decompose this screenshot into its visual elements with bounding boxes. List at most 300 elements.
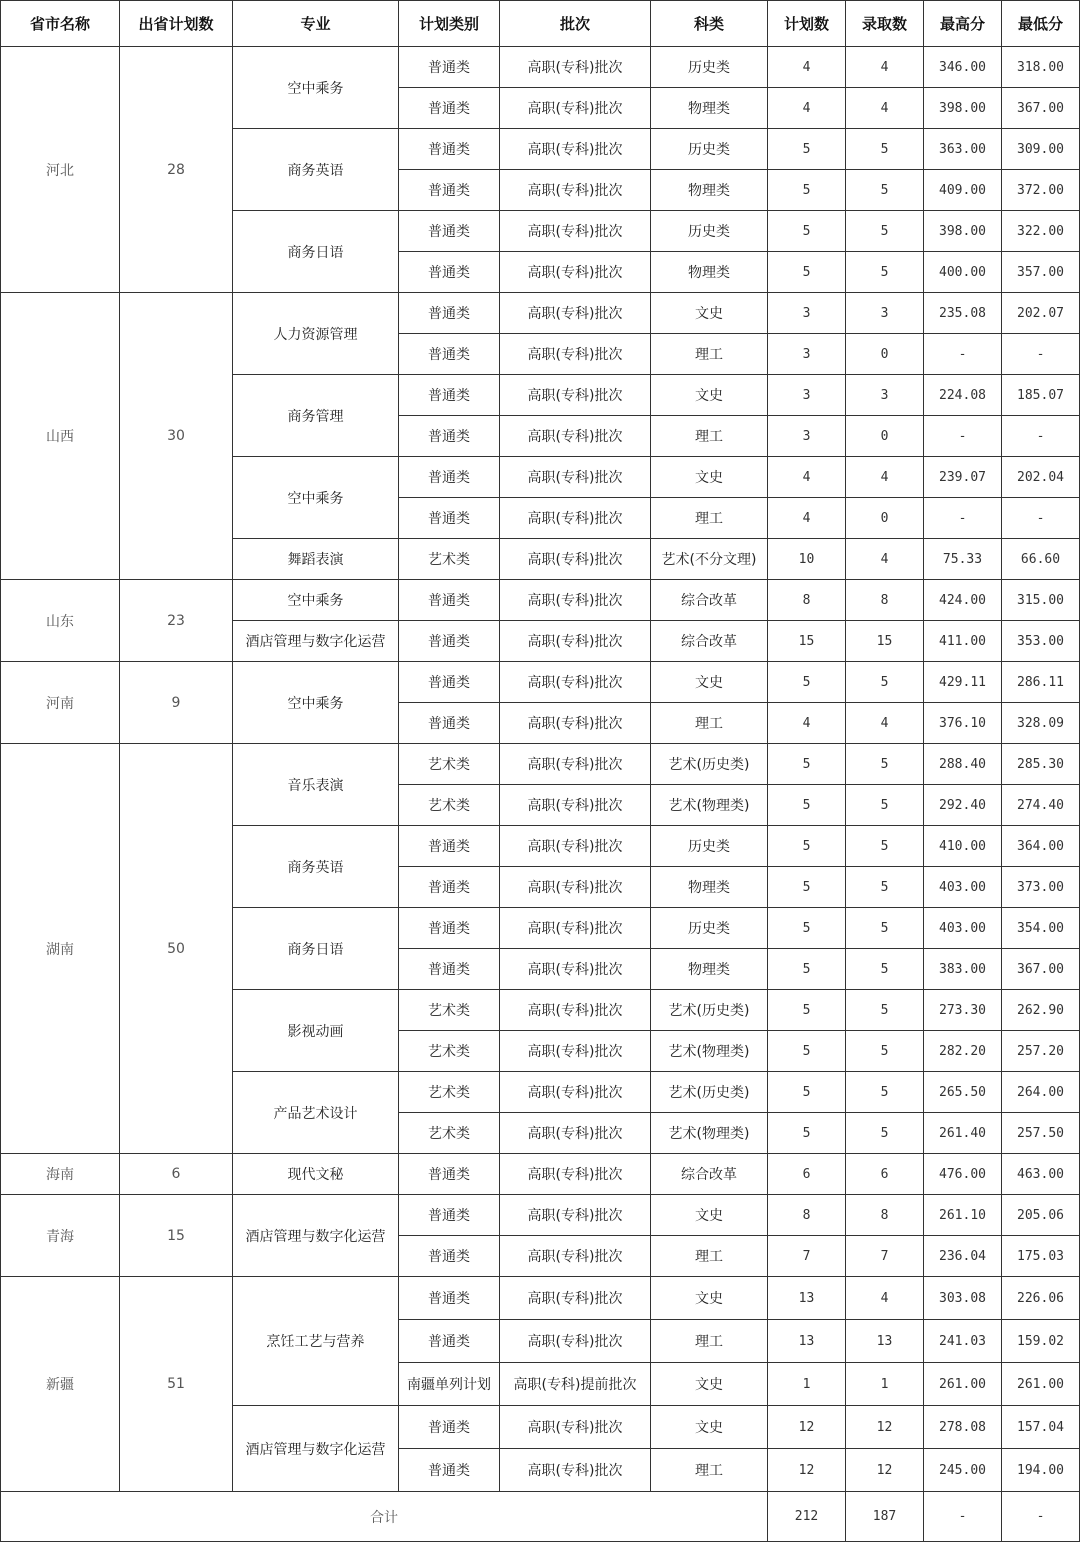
admitted-count-cell: 5 xyxy=(846,744,924,785)
max-score-cell: 411.00 xyxy=(924,621,1002,662)
plan-type-cell: 普通类 xyxy=(399,949,500,990)
major-cell: 空中乘务 xyxy=(233,662,399,744)
subject-cell: 艺术(不分文理) xyxy=(651,539,768,580)
admitted-count-cell: 5 xyxy=(846,908,924,949)
province-cell: 山西 xyxy=(1,293,120,580)
plan-count-cell: 5 xyxy=(768,1031,846,1072)
plan-count-cell: 7 xyxy=(768,1236,846,1277)
max-score-cell: 476.00 xyxy=(924,1154,1002,1195)
plan-type-cell: 普通类 xyxy=(399,826,500,867)
batch-cell: 高职(专科)批次 xyxy=(500,88,651,129)
major-cell: 商务英语 xyxy=(233,129,399,211)
header-major: 专业 xyxy=(233,1,399,47)
plan-count-cell: 15 xyxy=(768,621,846,662)
subject-cell: 理工 xyxy=(651,703,768,744)
subject-cell: 历史类 xyxy=(651,129,768,170)
plan-count-cell: 5 xyxy=(768,908,846,949)
plan-type-cell: 普通类 xyxy=(399,211,500,252)
min-score-cell: 157.04 xyxy=(1002,1406,1080,1449)
min-score-cell: 285.30 xyxy=(1002,744,1080,785)
subject-cell: 理工 xyxy=(651,498,768,539)
header-max-score: 最高分 xyxy=(924,1,1002,47)
batch-cell: 高职(专科)批次 xyxy=(500,539,651,580)
total-label: 合计 xyxy=(1,1492,768,1542)
batch-cell: 高职(专科)批次 xyxy=(500,703,651,744)
max-score-cell: 403.00 xyxy=(924,908,1002,949)
min-score-cell: 175.03 xyxy=(1002,1236,1080,1277)
major-cell: 产品艺术设计 xyxy=(233,1072,399,1154)
batch-cell: 高职(专科)批次 xyxy=(500,1236,651,1277)
subject-cell: 历史类 xyxy=(651,826,768,867)
subject-cell: 历史类 xyxy=(651,211,768,252)
batch-cell: 高职(专科)批次 xyxy=(500,1406,651,1449)
plan-count-cell: 5 xyxy=(768,785,846,826)
major-cell: 现代文秘 xyxy=(233,1154,399,1195)
province-cell: 青海 xyxy=(1,1195,120,1277)
subject-cell: 艺术(物理类) xyxy=(651,1113,768,1154)
header-min-score: 最低分 xyxy=(1002,1,1080,47)
subject-cell: 艺术(历史类) xyxy=(651,744,768,785)
subject-cell: 历史类 xyxy=(651,47,768,88)
plan-count-cell: 12 xyxy=(768,1406,846,1449)
province-cell: 河北 xyxy=(1,47,120,293)
subject-cell: 文史 xyxy=(651,375,768,416)
min-score-cell: 66.60 xyxy=(1002,539,1080,580)
plan-type-cell: 普通类 xyxy=(399,129,500,170)
header-province-plan: 出省计划数 xyxy=(120,1,233,47)
admitted-count-cell: 5 xyxy=(846,211,924,252)
batch-cell: 高职(专科)批次 xyxy=(500,1195,651,1236)
plan-count-cell: 5 xyxy=(768,867,846,908)
major-cell: 影视动画 xyxy=(233,990,399,1072)
batch-cell: 高职(专科)批次 xyxy=(500,990,651,1031)
max-score-cell: 245.00 xyxy=(924,1449,1002,1492)
batch-cell: 高职(专科)批次 xyxy=(500,1154,651,1195)
batch-cell: 高职(专科)批次 xyxy=(500,826,651,867)
plan-type-cell: 普通类 xyxy=(399,375,500,416)
min-score-cell: 463.00 xyxy=(1002,1154,1080,1195)
subject-cell: 艺术(历史类) xyxy=(651,1072,768,1113)
admitted-count-cell: 5 xyxy=(846,867,924,908)
min-score-cell: - xyxy=(1002,416,1080,457)
min-score-cell: 318.00 xyxy=(1002,47,1080,88)
subject-cell: 物理类 xyxy=(651,867,768,908)
batch-cell: 高职(专科)批次 xyxy=(500,498,651,539)
batch-cell: 高职(专科)批次 xyxy=(500,211,651,252)
table-row xyxy=(1,47,1080,88)
max-score-cell: 383.00 xyxy=(924,949,1002,990)
plan-type-cell: 普通类 xyxy=(399,867,500,908)
subject-cell: 文史 xyxy=(651,457,768,498)
plan-count-cell: 5 xyxy=(768,662,846,703)
max-score-cell: 403.00 xyxy=(924,867,1002,908)
batch-cell: 高职(专科)批次 xyxy=(500,949,651,990)
subject-cell: 理工 xyxy=(651,334,768,375)
batch-cell: 高职(专科)批次 xyxy=(500,416,651,457)
major-cell: 空中乘务 xyxy=(233,457,399,539)
plan-type-cell: 普通类 xyxy=(399,1277,500,1320)
plan-type-cell: 艺术类 xyxy=(399,990,500,1031)
plan-count-cell: 12 xyxy=(768,1449,846,1492)
table-row xyxy=(1,662,1080,703)
plan-type-cell: 普通类 xyxy=(399,1154,500,1195)
batch-cell: 高职(专科)批次 xyxy=(500,1031,651,1072)
admitted-count-cell: 5 xyxy=(846,949,924,990)
batch-cell: 高职(专科)批次 xyxy=(500,744,651,785)
max-score-cell: 303.08 xyxy=(924,1277,1002,1320)
subject-cell: 物理类 xyxy=(651,252,768,293)
min-score-cell: 159.02 xyxy=(1002,1320,1080,1363)
plan-count-cell: 5 xyxy=(768,211,846,252)
admitted-count-cell: 12 xyxy=(846,1406,924,1449)
plan-type-cell: 普通类 xyxy=(399,88,500,129)
plan-type-cell: 艺术类 xyxy=(399,1113,500,1154)
table-row xyxy=(1,293,1080,334)
admitted-count-cell: 5 xyxy=(846,1113,924,1154)
admitted-count-cell: 5 xyxy=(846,826,924,867)
batch-cell: 高职(专科)批次 xyxy=(500,293,651,334)
major-cell: 空中乘务 xyxy=(233,580,399,621)
max-score-cell: 398.00 xyxy=(924,211,1002,252)
admitted-count-cell: 4 xyxy=(846,47,924,88)
subject-cell: 物理类 xyxy=(651,170,768,211)
plan-type-cell: 普通类 xyxy=(399,662,500,703)
subject-cell: 综合改革 xyxy=(651,1154,768,1195)
plan-count-cell: 5 xyxy=(768,990,846,1031)
admitted-count-cell: 3 xyxy=(846,375,924,416)
min-score-cell: 274.40 xyxy=(1002,785,1080,826)
min-score-cell: 353.00 xyxy=(1002,621,1080,662)
plan-type-cell: 普通类 xyxy=(399,1236,500,1277)
min-score-cell: 202.04 xyxy=(1002,457,1080,498)
subject-cell: 文史 xyxy=(651,662,768,703)
subject-cell: 理工 xyxy=(651,1320,768,1363)
plan-count-cell: 1 xyxy=(768,1363,846,1406)
batch-cell: 高职(专科)批次 xyxy=(500,1277,651,1320)
min-score-cell: 194.00 xyxy=(1002,1449,1080,1492)
plan-type-cell: 普通类 xyxy=(399,293,500,334)
max-score-cell: 241.03 xyxy=(924,1320,1002,1363)
admitted-count-cell: 4 xyxy=(846,703,924,744)
province-plan-cell: 6 xyxy=(120,1154,233,1195)
min-score-cell: 373.00 xyxy=(1002,867,1080,908)
admitted-count-cell: 13 xyxy=(846,1320,924,1363)
min-score-cell: 367.00 xyxy=(1002,949,1080,990)
batch-cell: 高职(专科)批次 xyxy=(500,170,651,211)
max-score-cell: 278.08 xyxy=(924,1406,1002,1449)
plan-count-cell: 13 xyxy=(768,1320,846,1363)
max-score-cell: 292.40 xyxy=(924,785,1002,826)
province-cell: 海南 xyxy=(1,1154,120,1195)
admitted-count-cell: 4 xyxy=(846,1277,924,1320)
min-score-cell: 261.00 xyxy=(1002,1363,1080,1406)
admitted-count-cell: 3 xyxy=(846,293,924,334)
min-score-cell: 185.07 xyxy=(1002,375,1080,416)
plan-count-cell: 3 xyxy=(768,293,846,334)
min-score-cell: 322.00 xyxy=(1002,211,1080,252)
plan-count-cell: 5 xyxy=(768,949,846,990)
admitted-count-cell: 0 xyxy=(846,334,924,375)
plan-type-cell: 普通类 xyxy=(399,498,500,539)
max-score-cell: 424.00 xyxy=(924,580,1002,621)
batch-cell: 高职(专科)批次 xyxy=(500,1320,651,1363)
major-cell: 烹饪工艺与营养 xyxy=(233,1277,399,1406)
plan-type-cell: 艺术类 xyxy=(399,1072,500,1113)
plan-type-cell: 艺术类 xyxy=(399,744,500,785)
max-score-cell: 409.00 xyxy=(924,170,1002,211)
table-body xyxy=(1,47,1080,1492)
plan-count-cell: 5 xyxy=(768,1113,846,1154)
subject-cell: 理工 xyxy=(651,416,768,457)
subject-cell: 综合改革 xyxy=(651,621,768,662)
admitted-count-cell: 15 xyxy=(846,621,924,662)
plan-count-cell: 10 xyxy=(768,539,846,580)
min-score-cell: 262.90 xyxy=(1002,990,1080,1031)
plan-type-cell: 普通类 xyxy=(399,334,500,375)
province-plan-cell: 28 xyxy=(120,47,233,293)
plan-count-cell: 5 xyxy=(768,129,846,170)
province-plan-cell: 50 xyxy=(120,744,233,1154)
plan-count-cell: 4 xyxy=(768,88,846,129)
max-score-cell: 261.00 xyxy=(924,1363,1002,1406)
max-score-cell: 400.00 xyxy=(924,252,1002,293)
plan-count-cell: 8 xyxy=(768,580,846,621)
batch-cell: 高职(专科)批次 xyxy=(500,867,651,908)
plan-type-cell: 艺术类 xyxy=(399,539,500,580)
plan-type-cell: 普通类 xyxy=(399,170,500,211)
min-score-cell: 226.06 xyxy=(1002,1277,1080,1320)
plan-type-cell: 普通类 xyxy=(399,1406,500,1449)
table-row xyxy=(1,1154,1080,1195)
major-cell: 商务管理 xyxy=(233,375,399,457)
province-plan-cell: 9 xyxy=(120,662,233,744)
min-score-cell: 357.00 xyxy=(1002,252,1080,293)
plan-type-cell: 普通类 xyxy=(399,1195,500,1236)
subject-cell: 文史 xyxy=(651,1195,768,1236)
admitted-count-cell: 8 xyxy=(846,580,924,621)
header-plan-count: 计划数 xyxy=(768,1,846,47)
admitted-count-cell: 1 xyxy=(846,1363,924,1406)
admitted-count-cell: 5 xyxy=(846,1031,924,1072)
province-plan-cell: 30 xyxy=(120,293,233,580)
plan-type-cell: 普通类 xyxy=(399,621,500,662)
admitted-count-cell: 6 xyxy=(846,1154,924,1195)
header-admitted-count: 录取数 xyxy=(846,1,924,47)
min-score-cell: 364.00 xyxy=(1002,826,1080,867)
min-score-cell: 286.11 xyxy=(1002,662,1080,703)
major-cell: 商务日语 xyxy=(233,211,399,293)
admitted-count-cell: 5 xyxy=(846,129,924,170)
plan-count-cell: 5 xyxy=(768,252,846,293)
max-score-cell: 236.04 xyxy=(924,1236,1002,1277)
plan-count-cell: 8 xyxy=(768,1195,846,1236)
subject-cell: 艺术(物理类) xyxy=(651,1031,768,1072)
max-score-cell: 261.10 xyxy=(924,1195,1002,1236)
header-row xyxy=(1,1,1080,47)
min-score-cell: 264.00 xyxy=(1002,1072,1080,1113)
admitted-count-cell: 5 xyxy=(846,662,924,703)
max-score-cell: 288.40 xyxy=(924,744,1002,785)
subject-cell: 文史 xyxy=(651,1406,768,1449)
plan-count-cell: 4 xyxy=(768,457,846,498)
batch-cell: 高职(专科)批次 xyxy=(500,580,651,621)
major-cell: 人力资源管理 xyxy=(233,293,399,375)
max-score-cell: 363.00 xyxy=(924,129,1002,170)
batch-cell: 高职(专科)批次 xyxy=(500,129,651,170)
total-min-cell: - xyxy=(1002,1492,1080,1542)
batch-cell: 高职(专科)批次 xyxy=(500,908,651,949)
plan-type-cell: 南疆单列计划 xyxy=(399,1363,500,1406)
subject-cell: 文史 xyxy=(651,1277,768,1320)
batch-cell: 高职(专科)批次 xyxy=(500,621,651,662)
table-row xyxy=(1,744,1080,785)
total-max-cell: - xyxy=(924,1492,1002,1542)
max-score-cell: 398.00 xyxy=(924,88,1002,129)
plan-type-cell: 普通类 xyxy=(399,47,500,88)
major-cell: 酒店管理与数字化运营 xyxy=(233,1195,399,1277)
subject-cell: 理工 xyxy=(651,1449,768,1492)
max-score-cell: 235.08 xyxy=(924,293,1002,334)
subject-cell: 综合改革 xyxy=(651,580,768,621)
plan-type-cell: 艺术类 xyxy=(399,1031,500,1072)
min-score-cell: 205.06 xyxy=(1002,1195,1080,1236)
province-cell: 河南 xyxy=(1,662,120,744)
max-score-cell: 429.11 xyxy=(924,662,1002,703)
plan-count-cell: 4 xyxy=(768,703,846,744)
max-score-cell: 261.40 xyxy=(924,1113,1002,1154)
batch-cell: 高职(专科)批次 xyxy=(500,252,651,293)
subject-cell: 文史 xyxy=(651,293,768,334)
min-score-cell: 354.00 xyxy=(1002,908,1080,949)
admitted-count-cell: 5 xyxy=(846,1072,924,1113)
subject-cell: 文史 xyxy=(651,1363,768,1406)
batch-cell: 高职(专科)批次 xyxy=(500,785,651,826)
min-score-cell: 372.00 xyxy=(1002,170,1080,211)
admitted-count-cell: 4 xyxy=(846,88,924,129)
batch-cell: 高职(专科)批次 xyxy=(500,457,651,498)
plan-count-cell: 6 xyxy=(768,1154,846,1195)
major-cell: 商务英语 xyxy=(233,826,399,908)
batch-cell: 高职(专科)批次 xyxy=(500,1449,651,1492)
table-row xyxy=(1,1195,1080,1236)
header-province: 省市名称 xyxy=(1,1,120,47)
province-cell: 湖南 xyxy=(1,744,120,1154)
max-score-cell: 376.10 xyxy=(924,703,1002,744)
min-score-cell: 367.00 xyxy=(1002,88,1080,129)
admitted-count-cell: 0 xyxy=(846,498,924,539)
major-cell: 酒店管理与数字化运营 xyxy=(233,1406,399,1492)
major-cell: 商务日语 xyxy=(233,908,399,990)
admitted-count-cell: 5 xyxy=(846,785,924,826)
plan-count-cell: 5 xyxy=(768,744,846,785)
major-cell: 舞蹈表演 xyxy=(233,539,399,580)
subject-cell: 历史类 xyxy=(651,908,768,949)
batch-cell: 高职(专科)批次 xyxy=(500,334,651,375)
batch-cell: 高职(专科)批次 xyxy=(500,1113,651,1154)
min-score-cell: 328.09 xyxy=(1002,703,1080,744)
max-score-cell: 75.33 xyxy=(924,539,1002,580)
plan-count-cell: 5 xyxy=(768,170,846,211)
total-row xyxy=(1,1492,1080,1542)
plan-type-cell: 普通类 xyxy=(399,703,500,744)
table-row xyxy=(1,580,1080,621)
max-score-cell: 273.30 xyxy=(924,990,1002,1031)
admitted-count-cell: 5 xyxy=(846,252,924,293)
min-score-cell: 309.00 xyxy=(1002,129,1080,170)
subject-cell: 物理类 xyxy=(651,88,768,129)
admitted-count-cell: 12 xyxy=(846,1449,924,1492)
max-score-cell: - xyxy=(924,416,1002,457)
plan-count-cell: 13 xyxy=(768,1277,846,1320)
plan-type-cell: 普通类 xyxy=(399,252,500,293)
min-score-cell: 202.07 xyxy=(1002,293,1080,334)
admitted-count-cell: 8 xyxy=(846,1195,924,1236)
province-cell: 新疆 xyxy=(1,1277,120,1492)
plan-count-cell: 5 xyxy=(768,1072,846,1113)
max-score-cell: 346.00 xyxy=(924,47,1002,88)
max-score-cell: - xyxy=(924,334,1002,375)
plan-type-cell: 普通类 xyxy=(399,1320,500,1363)
province-plan-cell: 23 xyxy=(120,580,233,662)
plan-type-cell: 普通类 xyxy=(399,1449,500,1492)
batch-cell: 高职(专科)批次 xyxy=(500,1072,651,1113)
header-plan-type: 计划类别 xyxy=(399,1,500,47)
plan-count-cell: 3 xyxy=(768,375,846,416)
admitted-count-cell: 4 xyxy=(846,457,924,498)
min-score-cell: 257.50 xyxy=(1002,1113,1080,1154)
major-cell: 酒店管理与数字化运营 xyxy=(233,621,399,662)
plan-count-cell: 3 xyxy=(768,334,846,375)
min-score-cell: 315.00 xyxy=(1002,580,1080,621)
max-score-cell: 282.20 xyxy=(924,1031,1002,1072)
batch-cell: 高职(专科)批次 xyxy=(500,47,651,88)
header-batch: 批次 xyxy=(500,1,651,47)
admitted-count-cell: 5 xyxy=(846,990,924,1031)
admitted-count-cell: 5 xyxy=(846,170,924,211)
table-row xyxy=(1,1277,1080,1320)
batch-cell: 高职(专科)提前批次 xyxy=(500,1363,651,1406)
batch-cell: 高职(专科)批次 xyxy=(500,662,651,703)
subject-cell: 物理类 xyxy=(651,949,768,990)
total-plan-cell: 212 xyxy=(768,1492,846,1542)
plan-type-cell: 普通类 xyxy=(399,908,500,949)
max-score-cell: 239.07 xyxy=(924,457,1002,498)
header-subject: 科类 xyxy=(651,1,768,47)
plan-type-cell: 普通类 xyxy=(399,580,500,621)
plan-type-cell: 艺术类 xyxy=(399,785,500,826)
admitted-count-cell: 0 xyxy=(846,416,924,457)
admitted-count-cell: 7 xyxy=(846,1236,924,1277)
plan-type-cell: 普通类 xyxy=(399,457,500,498)
major-cell: 空中乘务 xyxy=(233,47,399,129)
min-score-cell: 257.20 xyxy=(1002,1031,1080,1072)
province-cell: 山东 xyxy=(1,580,120,662)
major-cell: 音乐表演 xyxy=(233,744,399,826)
subject-cell: 艺术(物理类) xyxy=(651,785,768,826)
plan-count-cell: 3 xyxy=(768,416,846,457)
max-score-cell: 224.08 xyxy=(924,375,1002,416)
min-score-cell: - xyxy=(1002,334,1080,375)
province-plan-cell: 15 xyxy=(120,1195,233,1277)
admitted-count-cell: 4 xyxy=(846,539,924,580)
plan-count-cell: 4 xyxy=(768,498,846,539)
plan-type-cell: 普通类 xyxy=(399,416,500,457)
province-plan-cell: 51 xyxy=(120,1277,233,1492)
subject-cell: 理工 xyxy=(651,1236,768,1277)
max-score-cell: - xyxy=(924,498,1002,539)
min-score-cell: - xyxy=(1002,498,1080,539)
plan-count-cell: 5 xyxy=(768,826,846,867)
